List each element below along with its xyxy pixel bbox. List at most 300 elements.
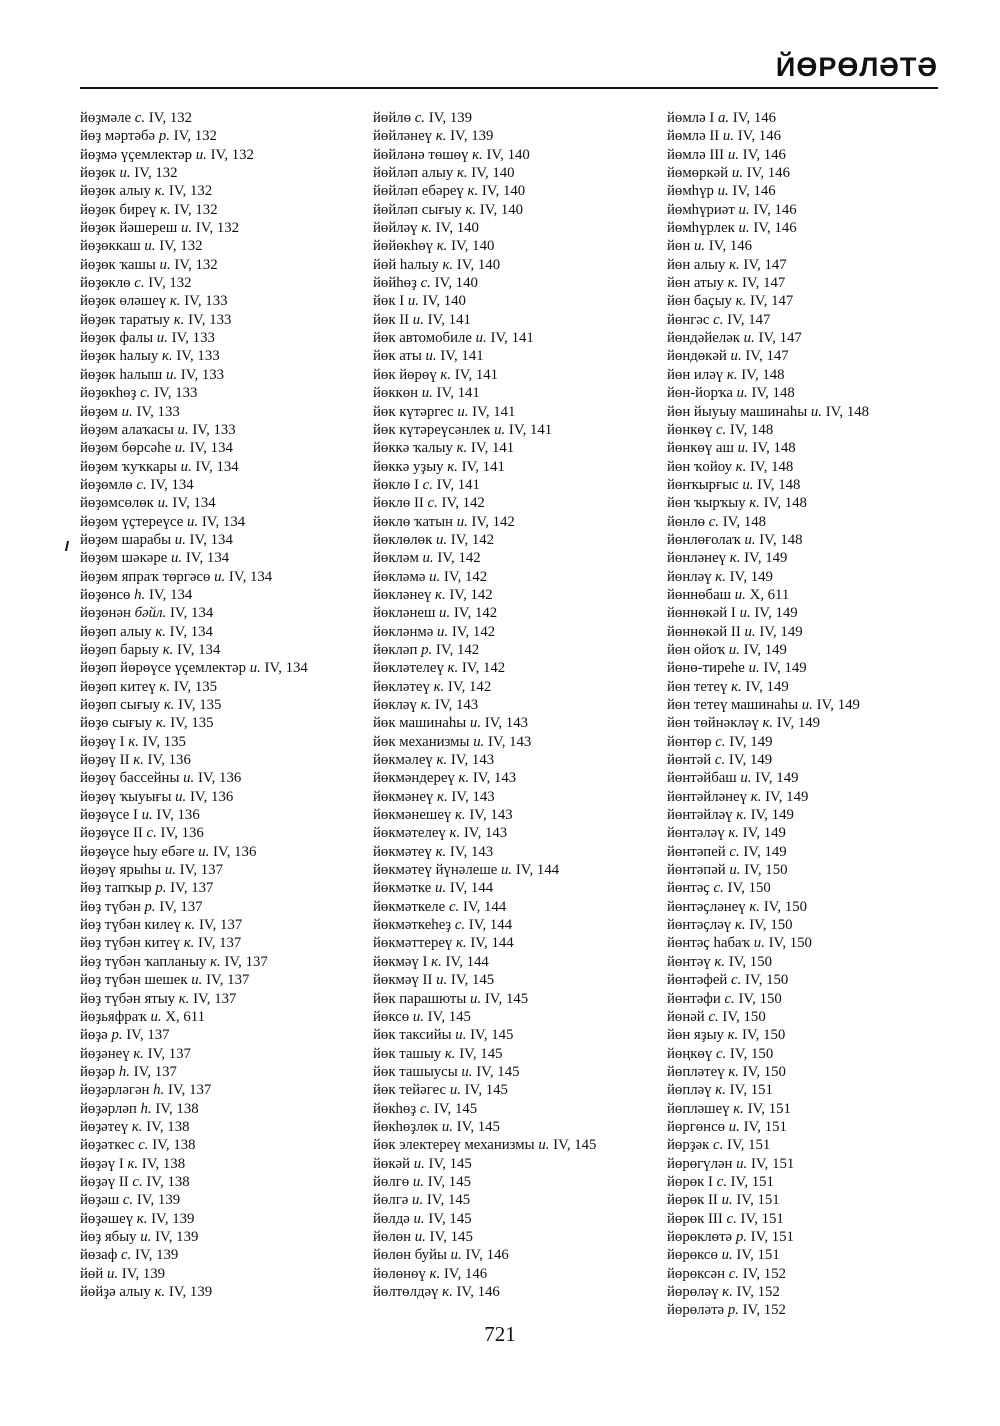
entry-part-of-speech: и.: [494, 421, 506, 438]
entry-headword: йөрөксө: [667, 1247, 718, 1264]
entry-part-of-speech: и.: [744, 531, 756, 548]
entry-reference: IV, 146: [753, 220, 797, 237]
entry-reference: IV, 134: [189, 531, 233, 548]
index-entry: [80, 1191, 308, 1209]
entry-headword: йөн йыуыу машинаһы: [667, 403, 808, 420]
index-entry: [80, 953, 308, 971]
entry-headword: йөнлө: [667, 513, 706, 530]
entry-reference: IV, 151: [727, 1137, 771, 1154]
entry-headword: йөҙ ябыу: [80, 1228, 137, 1245]
entry-part-of-speech: р.: [421, 641, 433, 658]
entry-headword: йөклө ҡатын: [373, 513, 453, 530]
index-entry: [667, 1155, 869, 1173]
entry-part-of-speech: и.: [413, 1155, 425, 1172]
entry-reference: IV, 143: [449, 843, 494, 860]
entry-reference: IV, 136: [189, 788, 234, 805]
index-entry: [373, 990, 596, 1008]
index-entry: [80, 1173, 308, 1191]
index-entry: [667, 788, 869, 806]
entry-part-of-speech: и.: [180, 220, 193, 237]
entry-reference: IV, 133: [171, 330, 215, 347]
entry-reference: IV, 140: [471, 165, 515, 182]
entry-headword: йөннөкәй I: [667, 605, 736, 622]
entry-reference: IV, 147: [745, 348, 789, 365]
entry-reference: IV, 147: [727, 311, 771, 328]
entry-part-of-speech: с.: [731, 972, 742, 989]
entry-part-of-speech: к.: [727, 275, 739, 292]
entry-reference: IV, 151: [740, 1210, 784, 1227]
entry-headword: йөмһүр: [667, 183, 714, 200]
entry-part-of-speech: к.: [455, 807, 466, 824]
index-entry: [667, 971, 869, 989]
entry-headword: йөйләп ебәреү: [373, 183, 464, 200]
entry-headword: йөҙә: [80, 1027, 108, 1044]
index-entry: [80, 934, 308, 952]
entry-reference: IV, 146: [742, 146, 786, 163]
entry-part-of-speech: к.: [431, 953, 442, 970]
index-entry: [80, 641, 308, 659]
entry-reference: IV, 149: [763, 660, 807, 677]
entry-reference: IV, 133: [192, 421, 236, 438]
entry-reference: IV, 148: [751, 385, 795, 402]
entry-part-of-speech: к.: [429, 1265, 441, 1282]
entry-reference: IV, 141: [454, 366, 499, 383]
entry-reference: IV, 143: [463, 825, 508, 842]
entry-part-of-speech: и.: [121, 403, 133, 420]
index-entry: [667, 1136, 869, 1154]
entry-part-of-speech: и.: [742, 476, 754, 493]
entry-reference: IV, 143: [434, 697, 479, 713]
index-entry: [667, 1026, 869, 1044]
index-entry: [667, 109, 869, 127]
entry-part-of-speech: и.: [249, 660, 261, 677]
entry-reference: IV, 141: [461, 458, 505, 475]
entry-headword: йөк тейәгес: [373, 1082, 447, 1099]
entry-reference: IV, 141: [436, 385, 480, 402]
entry-reference: IV, 141: [508, 421, 553, 438]
entry-part-of-speech: а.: [717, 110, 730, 126]
index-entry: [667, 494, 869, 512]
entry-part-of-speech: к.: [734, 917, 746, 934]
entry-part-of-speech: и.: [435, 880, 447, 897]
entry-part-of-speech: к.: [128, 733, 139, 750]
entry-reference: IV, 136: [213, 843, 257, 860]
entry-reference: IV, 149: [754, 605, 798, 622]
entry-headword: йөккә уҙыу: [373, 458, 444, 475]
entry-reference: IV, 145: [426, 1192, 471, 1209]
index-entry: [80, 659, 308, 677]
entry-reference: IV, 137: [167, 1082, 212, 1099]
entry-reference: IV, 142: [471, 513, 515, 530]
index-entry: [80, 1210, 308, 1228]
entry-part-of-speech: к.: [159, 678, 171, 695]
index-entry: [667, 1008, 869, 1026]
entry-part-of-speech: и.: [457, 403, 469, 420]
index-entry: [667, 421, 869, 439]
entry-headword: йөй һалыу: [373, 256, 439, 273]
entry-part-of-speech: и.: [407, 293, 419, 310]
entry-reference: IV, 146: [465, 1247, 509, 1264]
entry-part-of-speech: и.: [119, 165, 131, 182]
entry-headword: йөпләтеү: [667, 1063, 725, 1080]
entry-headword: йөргөнсө: [667, 1118, 726, 1135]
entry-part-of-speech: и.: [744, 623, 756, 640]
entry-reference: IV, 143: [451, 788, 495, 805]
entry-reference: IV, 133: [188, 311, 232, 328]
entry-headword: йөнтәйбаш: [667, 770, 737, 787]
index-entry: [80, 1100, 308, 1118]
entry-part-of-speech: р.: [144, 898, 156, 915]
entry-headword: йөҙөкһөҙ: [80, 385, 137, 402]
entry-headword: йөнәй: [667, 1008, 705, 1025]
index-entry: [373, 861, 596, 879]
entry-headword: йөй: [80, 1265, 104, 1282]
entry-part-of-speech: и.: [412, 1173, 424, 1190]
entry-part-of-speech: с.: [724, 990, 735, 1007]
index-entry: [373, 476, 596, 494]
entry-reference: IV, 143: [469, 807, 513, 824]
entry-part-of-speech: и.: [727, 146, 739, 163]
entry-headword: йөнтәфей: [667, 972, 728, 989]
entry-part-of-speech: и.: [214, 568, 226, 585]
entry-part-of-speech: к.: [729, 550, 741, 567]
index-entry: [80, 1063, 308, 1081]
entry-headword: йөкмәттереү: [373, 935, 453, 952]
index-entry: [373, 1008, 596, 1026]
entry-headword: йөҙәткес: [80, 1137, 135, 1154]
entry-reference: IV, 148: [825, 403, 870, 420]
entry-headword: йөкәй: [373, 1155, 410, 1172]
entry-part-of-speech: к.: [731, 678, 742, 695]
entry-part-of-speech: с.: [715, 733, 726, 750]
entry-headword: йөмлә II: [667, 128, 720, 145]
entry-part-of-speech: к.: [727, 1027, 739, 1044]
entry-part-of-speech: и.: [449, 1082, 461, 1099]
entry-part-of-speech: к.: [750, 788, 762, 805]
index-entry: [80, 109, 308, 127]
entry-headword: йөнгәс: [667, 311, 710, 328]
entry-headword: йөн төйнәкләү: [667, 715, 759, 732]
index-entry: [667, 1045, 869, 1063]
entry-headword: йөк аты: [373, 348, 422, 365]
entry-part-of-speech: к.: [729, 256, 740, 273]
running-head: ЙӨРӨЛӘТӘ: [775, 52, 938, 82]
entry-headword: йөнлөғолаҡ: [667, 531, 741, 548]
index-entry: [373, 513, 596, 531]
index-entry: [667, 1100, 869, 1118]
index-entry: [373, 1265, 596, 1283]
entry-column-2: [373, 109, 596, 1301]
index-entry: [80, 769, 308, 787]
entry-part-of-speech: к.: [440, 366, 452, 383]
entry-reference: IV, 142: [451, 623, 496, 640]
entry-headword: йөҙөп йөрөүсе үҫемлектәр: [80, 660, 246, 677]
entry-reference: IV, 149: [742, 825, 786, 842]
entry-headword: йөн баҫыу: [667, 293, 732, 310]
entry-part-of-speech: и.: [413, 1210, 425, 1227]
entry-headword: йөҙөм: [80, 403, 118, 420]
entry-reference: IV, 145: [553, 1137, 597, 1154]
entry-headword: йөкләтеү: [373, 678, 430, 695]
entry-reference: X, 611: [749, 586, 790, 603]
entry-headword: йөн ойоҡ: [667, 641, 726, 658]
entry-reference: IV, 135: [142, 733, 186, 750]
entry-part-of-speech: и.: [150, 1008, 162, 1025]
entry-reference: IV, 134: [185, 550, 230, 567]
entry-reference: IV, 133: [184, 293, 228, 310]
index-entry: [80, 1026, 308, 1044]
entry-reference: IV, 134: [264, 660, 308, 677]
entry-part-of-speech: к.: [133, 752, 144, 769]
entry-headword: йөккә ҡалыу: [373, 440, 453, 457]
margin-mark: [65, 541, 69, 551]
index-entry: [80, 403, 308, 421]
entry-part-of-speech: к.: [447, 458, 458, 475]
entry-part-of-speech: и.: [736, 1155, 748, 1172]
entry-reference: IV, 145: [456, 1118, 500, 1135]
entry-reference: IV, 144: [449, 880, 494, 897]
entry-reference: IV, 133: [176, 348, 220, 365]
index-entry: [80, 347, 308, 365]
index-entry: [80, 1008, 308, 1026]
entry-headword: йөкләү: [373, 697, 417, 713]
entry-reference: IV, 142: [447, 678, 492, 695]
index-entry: [373, 1155, 596, 1173]
entry-headword: йөн атыу: [667, 275, 724, 292]
entry-reference: IV, 135: [170, 715, 214, 732]
entry-part-of-speech: к.: [465, 201, 477, 218]
entry-reference: IV, 132: [174, 256, 218, 273]
entry-part-of-speech: к.: [184, 917, 196, 934]
index-entry: [667, 843, 869, 861]
index-entry: [373, 494, 596, 512]
entry-headword: йөнләнеү: [667, 550, 727, 567]
index-entry: [667, 1246, 869, 1264]
entry-part-of-speech: к.: [714, 953, 725, 970]
index-entry: [667, 934, 869, 952]
index-entry: [373, 1173, 596, 1191]
index-entry: [80, 494, 308, 512]
entry-headword: йөк күтәргес: [373, 403, 454, 420]
entry-reference: IV, 140: [456, 256, 501, 273]
entry-headword: йөйлө: [373, 110, 412, 126]
entry-reference: IV, 149: [743, 641, 787, 658]
index-entry: [373, 1026, 596, 1044]
index-entry: [667, 274, 869, 292]
entry-part-of-speech: и.: [439, 605, 451, 622]
entry-headword: йөҙөм бөрсәһе: [80, 440, 172, 457]
index-entry: [373, 843, 596, 861]
entry-reference: IV, 139: [135, 1247, 179, 1264]
entry-headword: йөҙөм алаҡасы: [80, 421, 174, 438]
entry-reference: IV, 141: [436, 476, 480, 493]
entry-reference: IV, 139: [136, 1192, 181, 1209]
entry-part-of-speech: с.: [728, 1265, 739, 1282]
entry-part-of-speech: с.: [420, 275, 431, 292]
entry-part-of-speech: и.: [156, 330, 168, 347]
entry-headword: йөкләтелеү: [373, 660, 444, 677]
entry-reference: IV, 145: [476, 1063, 520, 1080]
entry-reference: IV, 144: [445, 953, 489, 970]
entry-reference: IV, 141: [470, 440, 515, 457]
index-entry: [80, 714, 308, 732]
entry-headword: йөнтәфи: [667, 990, 721, 1007]
entry-part-of-speech: и.: [164, 862, 176, 879]
index-entry: [373, 164, 596, 182]
index-entry: [373, 879, 596, 897]
entry-headword: йөҙьяфраҡ: [80, 1008, 147, 1025]
entry-headword: йөк автомобиле: [373, 330, 472, 347]
entry-reference: IV, 134: [169, 623, 213, 640]
index-entry: [80, 1136, 308, 1154]
entry-headword: йөнтәҫләнеү: [667, 898, 746, 915]
entry-headword: йөҙ тапҡыр: [80, 880, 152, 897]
entry-part-of-speech: и.: [729, 862, 741, 879]
index-entry: [667, 1265, 869, 1283]
index-entry: [373, 1283, 596, 1301]
entry-part-of-speech: и.: [174, 440, 186, 457]
entry-reference: IV, 141: [440, 348, 484, 365]
entry-headword: йөкһөҙ: [373, 1100, 417, 1117]
entry-headword: йөҙөм шарабы: [80, 531, 172, 548]
entry-reference: IV, 148: [763, 495, 807, 512]
entry-part-of-speech: и.: [728, 1118, 740, 1135]
entry-reference: IV, 145: [450, 972, 495, 989]
entry-reference: IV, 138: [141, 1155, 186, 1172]
entry-headword: йөн ҡырҡыу: [667, 495, 746, 512]
entry-reference: IV, 149: [729, 733, 773, 750]
entry-reference: IV, 132: [148, 275, 192, 292]
entry-reference: IV, 139: [450, 128, 494, 145]
entry-part-of-speech: и.: [412, 311, 424, 328]
entry-headword: йөк ташыу: [373, 1045, 442, 1062]
entry-headword: йөн иләү: [667, 366, 724, 383]
index-entry: [373, 549, 596, 567]
entry-part-of-speech: и.: [165, 366, 178, 383]
entry-part-of-speech: к.: [467, 183, 479, 200]
index-entry: [80, 311, 308, 329]
entry-headword: йөннөкәй II: [667, 623, 741, 640]
entry-reference: IV, 148: [759, 531, 803, 548]
entry-headword: йөкләмә: [373, 568, 426, 585]
entry-headword: йөнҡырғыс: [667, 476, 739, 493]
entry-part-of-speech: к.: [131, 1118, 143, 1135]
entry-headword: йөйләнеү: [373, 128, 433, 145]
entry-reference: IV, 144: [462, 898, 507, 915]
entry-part-of-speech: и.: [501, 862, 513, 879]
entry-part-of-speech: к.: [458, 770, 470, 787]
entry-headword: йөҙөп китеү: [80, 678, 156, 695]
entry-reference: IV, 139: [168, 1284, 213, 1300]
entry-reference: IV, 145: [427, 1173, 471, 1190]
entry-headword: йөҙөккаш: [80, 238, 141, 255]
entry-reference: IV, 140: [434, 275, 478, 292]
entry-part-of-speech: к.: [178, 990, 190, 1007]
entry-headword: йөҙөү I: [80, 733, 125, 750]
entry-headword: йөлөн буйы: [373, 1247, 447, 1264]
entry-reference: IV, 137: [198, 917, 243, 934]
entry-headword: йөҙөп барыу: [80, 641, 160, 658]
index-entry: [80, 1283, 308, 1301]
entry-headword: йөлөнөү: [373, 1265, 426, 1282]
entry-headword: йөкмәтелеү: [373, 825, 446, 842]
entry-reference: IV, 137: [179, 862, 223, 879]
entry-headword: йөнтәләү: [667, 825, 725, 842]
index-entry: [373, 311, 596, 329]
index-entry: [373, 1045, 596, 1063]
index-entry: [373, 916, 596, 934]
entry-reference: IV, 146: [456, 1284, 500, 1300]
entry-reference: IV, 132: [168, 183, 213, 200]
entry-reference: IV, 145: [464, 1082, 508, 1099]
entry-part-of-speech: с.: [132, 1173, 143, 1190]
entry-reference: IV, 134: [169, 605, 214, 622]
entry-reference: IV, 150: [741, 1027, 786, 1044]
index-entry: [373, 568, 596, 586]
entry-reference: IV, 150: [722, 1008, 766, 1025]
entry-reference: X, 611: [165, 1008, 206, 1025]
entry-headword: йөнтәпәй: [667, 862, 726, 879]
entry-headword: йөкмәтеү: [373, 843, 432, 860]
entry-headword: йөрҙәк: [667, 1137, 710, 1154]
index-entry: [80, 256, 308, 274]
entry-headword: йөҙөм ҡуҡкары: [80, 458, 177, 475]
index-entry: [667, 1228, 869, 1246]
index-entry: [80, 201, 308, 219]
entry-part-of-speech: с.: [136, 476, 147, 493]
entry-part-of-speech: и.: [456, 513, 468, 530]
entry-part-of-speech: к.: [436, 238, 448, 255]
entry-reference: IV, 149: [755, 770, 799, 787]
entry-headword: йөндәйеләк: [667, 330, 740, 347]
entry-reference: IV, 142: [450, 531, 495, 548]
index-entry: [373, 934, 596, 952]
entry-headword: йөҙөк: [80, 165, 116, 182]
index-entry: [373, 146, 596, 164]
entry-reference: IV, 143: [484, 715, 529, 732]
index-entry: [80, 274, 308, 292]
entry-part-of-speech: к.: [715, 568, 726, 585]
entry-headword: йөмлә III: [667, 146, 725, 163]
index-entry: [667, 292, 869, 310]
entry-headword: йөҙәр: [80, 1063, 116, 1080]
entry-headword: йөҙөк фалы: [80, 330, 154, 347]
entry-headword: йөк I: [373, 293, 405, 310]
index-entry: [80, 182, 308, 200]
index-entry: [80, 568, 308, 586]
entry-reference: IV, 132: [195, 220, 240, 237]
index-entry: [80, 531, 308, 549]
entry-reference: IV, 134: [228, 568, 273, 585]
entry-reference: IV, 138: [155, 1100, 199, 1117]
entry-headword: йөйләнә төшөү: [373, 146, 469, 163]
entry-headword: йөҙөнән: [80, 605, 131, 622]
entry-headword: йөҙөнсө: [80, 586, 131, 603]
entry-reference: IV, 151: [750, 1155, 795, 1172]
index-entry: [667, 990, 869, 1008]
entry-reference: IV, 137: [198, 935, 242, 952]
entry-headword: йөйләп алыу: [373, 165, 454, 182]
entry-headword: йөҙөп сығыу: [80, 697, 161, 713]
entry-reference: IV, 137: [193, 990, 237, 1007]
entry-reference: IV, 150: [738, 990, 782, 1007]
entry-reference: IV, 150: [749, 917, 793, 934]
index-entry: [373, 751, 596, 769]
entry-headword: йөлөн: [373, 1228, 412, 1245]
entry-part-of-speech: и.: [180, 458, 192, 475]
index-entry: [80, 476, 308, 494]
index-entry: [373, 1063, 596, 1081]
